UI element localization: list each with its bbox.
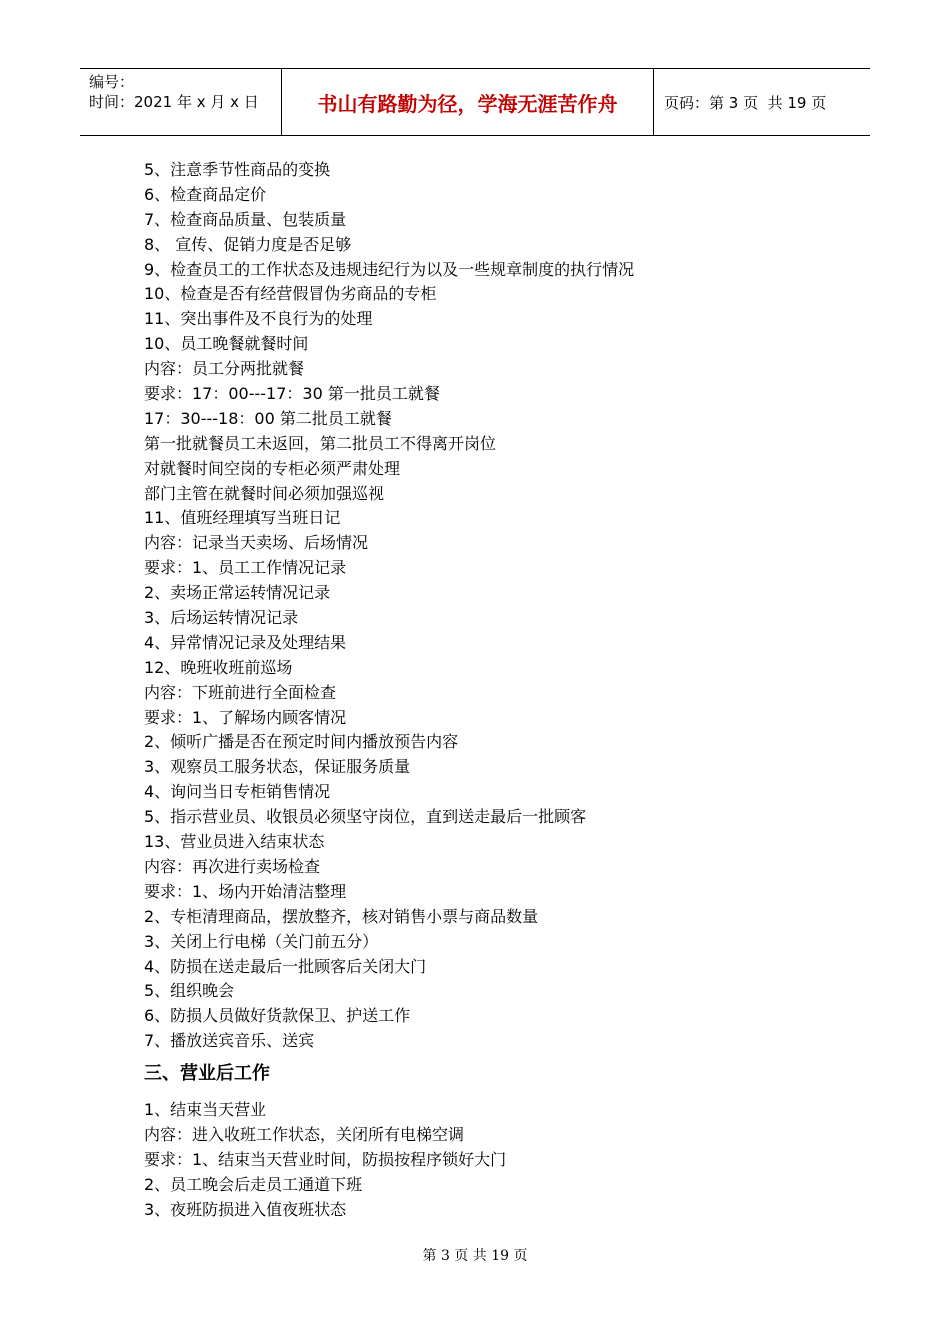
text-line: 10、员工晚餐就餐时间 xyxy=(144,334,309,354)
text-line: 5、指示营业员、收银员必须坚守岗位，直到送走最后一批顾客 xyxy=(144,807,587,827)
text-line: 11、突出事件及不良行为的处理 xyxy=(144,309,373,329)
text-line: 要求：1、结束当天营业时间，防损按程序锁好大门 xyxy=(144,1149,507,1169)
page-footer: 第 3 页 共 19 页 xyxy=(422,1248,528,1264)
text-line: 部门主管在就餐时间必须加强巡视 xyxy=(144,483,385,503)
text-line: 3、关闭上行电梯（关门前五分） xyxy=(144,931,379,951)
text-line: 17：30---18：00 第二批员工就餐 xyxy=(144,408,392,428)
text-line: 要求：1、场内开始清洁整理 xyxy=(144,881,347,901)
header-meta xyxy=(89,72,279,112)
page-header xyxy=(80,68,870,136)
text-line: 12、晚班收班前巡场 xyxy=(144,657,293,677)
header-page-indicator: 页码：第 3 页 共 19 页 xyxy=(664,93,827,112)
text-line: 内容：记录当天卖场、后场情况 xyxy=(144,533,369,553)
text-line: 1、结束当天营业 xyxy=(144,1100,267,1120)
header-motto: 书山有路勤为径，学海无涯苦作舟 xyxy=(317,91,618,116)
text-line: 对就餐时间空岗的专柜必须严肃处理 xyxy=(144,458,401,478)
content-list-part1 xyxy=(144,158,844,1054)
text-line: 4、防损在送走最后一批顾客后关闭大门 xyxy=(144,956,427,976)
text-line: 要求：1、了解场内顾客情况 xyxy=(144,707,347,727)
text-line: 内容：进入收班工作状态，关闭所有电梯空调 xyxy=(144,1124,465,1144)
text-line: 2、卖场正常运转情况记录 xyxy=(144,583,331,603)
text-line: 2、员工晚会后走员工通道下班 xyxy=(144,1174,363,1194)
text-line: 7、检查商品质量、包装质量 xyxy=(144,209,347,229)
text-line: 13、营业员进入结束状态 xyxy=(144,832,325,852)
document-number-label: 编号： xyxy=(89,73,135,91)
text-line: 6、防损人员做好货款保卫、护送工作 xyxy=(144,1006,411,1026)
text-line: 要求：17：00---17：30 第一批员工就餐 xyxy=(144,384,440,404)
text-line: 5、组织晚会 xyxy=(144,981,235,1001)
content-list-part2 xyxy=(144,1098,844,1222)
text-line: 11、值班经理填写当班日记 xyxy=(144,508,341,528)
text-line: 2、倾听广播是否在预定时间内播放预告内容 xyxy=(144,732,459,752)
document-body xyxy=(144,158,844,1223)
text-line: 4、询问当日专柜销售情况 xyxy=(144,782,331,802)
text-line: 7、播放送宾音乐、送宾 xyxy=(144,1031,315,1051)
text-line: 9、检查员工的工作状态及违规违纪行为以及一些规章制度的执行情况 xyxy=(144,259,635,279)
text-line: 8、 宣传、促销力度是否足够 xyxy=(144,234,352,254)
text-line: 4、异常情况记录及处理结果 xyxy=(144,632,347,652)
text-line: 要求：1、员工工作情况记录 xyxy=(144,558,347,578)
document-date: 时间：2021 年 x 月 x 日 xyxy=(89,93,259,111)
section-title: 三、营业后工作 xyxy=(144,1063,270,1085)
text-line: 内容：再次进行卖场检查 xyxy=(144,856,321,876)
text-line: 6、检查商品定价 xyxy=(144,184,267,204)
text-line: 内容：员工分两批就餐 xyxy=(144,359,305,379)
header-divider xyxy=(653,69,654,135)
text-line: 10、检查是否有经营假冒伪劣商品的专柜 xyxy=(144,284,437,304)
text-line: 2、专柜清理商品，摆放整齐，核对销售小票与商品数量 xyxy=(144,906,539,926)
text-line: 3、夜班防损进入值夜班状态 xyxy=(144,1199,347,1219)
text-line: 3、后场运转情况记录 xyxy=(144,608,299,628)
text-line: 5、注意季节性商品的变换 xyxy=(144,160,331,179)
text-line: 3、观察员工服务状态，保证服务质量 xyxy=(144,757,411,777)
text-line: 内容：下班前进行全面检查 xyxy=(144,682,337,702)
text-line: 第一批就餐员工未返回，第二批员工不得离开岗位 xyxy=(144,433,497,453)
